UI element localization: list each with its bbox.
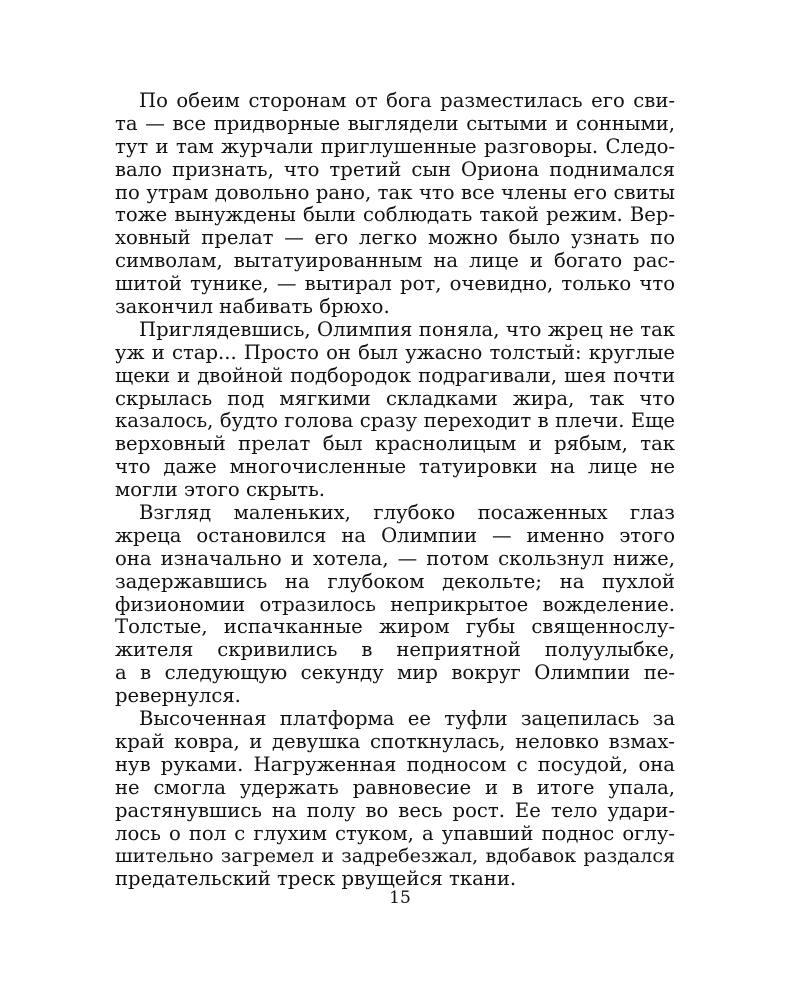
text-line: казалось, будто голова сразу переходит в плечи. Еще xyxy=(115,409,675,433)
text-line: край ковра, и девушка споткнулась, неловко взмах- xyxy=(115,729,675,753)
page-number: 15 xyxy=(389,888,411,908)
text-line: могли этого скрыть. xyxy=(115,478,326,502)
body-text xyxy=(115,90,675,891)
paragraph xyxy=(115,502,675,708)
paragraph xyxy=(115,319,675,502)
text-line: верховный прелат был краснолицым и рябым, так xyxy=(115,432,675,456)
text-line: что даже многочисленные татуировки на лице не xyxy=(115,455,675,479)
text-line: лось о пол с глухим стуком, а упавший поднос оглу- xyxy=(115,821,675,845)
text-line: нув руками. Нагруженная подносом с посудой, она xyxy=(115,752,675,776)
text-line: Толстые, испачканные жиром губы священнослу- xyxy=(115,615,675,639)
text-line: жителя скривились в неприятной полуулыбке, xyxy=(115,638,675,662)
paragraph xyxy=(115,90,675,319)
text-line: тут и там журчали приглушенные разговоры. Следо- xyxy=(115,134,675,158)
text-line: задержавшись на глубоком декольте; на пухлой xyxy=(115,569,675,593)
text-line: она изначально и хотела, — потом скользнул ниже, xyxy=(115,546,675,570)
text-line: щеки и двойной подбородок подрагивали, шея почти xyxy=(115,363,675,387)
text-line: жреца остановился на Олимпии — именно этого xyxy=(115,523,675,547)
text-line: та — все придворные выглядели сытыми и сонными, xyxy=(115,111,675,135)
text-line: символам, вытатуированным на лице и богато рас- xyxy=(115,249,675,273)
text-line: Высоченная платформа ее туфли зацепилась за xyxy=(139,707,675,731)
text-line: тоже вынуждены были соблюдать такой режим. Вер- xyxy=(115,203,675,227)
text-line: скрылась под мягкими складками жира, так что xyxy=(115,386,675,410)
text-line: физиономии отразилось неприкрытое вожделение. xyxy=(115,592,675,616)
text-line: ревернулся. xyxy=(115,684,241,708)
text-line: шитой тунике, — вытирал рот, очевидно, только что xyxy=(115,272,675,296)
paragraph xyxy=(115,708,675,891)
text-line: предательский треск рвущейся ткани. xyxy=(115,867,517,891)
text-line: а в следующую секунду мир вокруг Олимпии пе- xyxy=(115,661,675,685)
text-line: по утрам довольно рано, так что все члены его свиты xyxy=(115,180,675,204)
text-line: шительно загремел и задребезжал, вдобавок раздался xyxy=(115,845,675,868)
text-line: Приглядевшись, Олимпия поняла, что жрец не так xyxy=(139,317,675,341)
text-line: ховный прелат — его легко можно было узнать по xyxy=(115,226,675,250)
text-line: вало признать, что третий сын Ориона поднимался xyxy=(115,157,675,181)
text-line: По обеим сторонам от бога разместилась его сви- xyxy=(139,89,675,112)
text-line: закончил набивать брюхо. xyxy=(115,295,390,319)
text-line: Взгляд маленьких, глубоко посаженных глаз xyxy=(139,501,675,525)
text-line: уж и стар... Просто он был ужасно толстый: круглые xyxy=(115,340,675,364)
text-line: не смогла удержать равновесие и в итоге упала, xyxy=(115,775,675,799)
text-line: растянувшись на полу во весь рост. Ее тело удари- xyxy=(115,798,675,822)
